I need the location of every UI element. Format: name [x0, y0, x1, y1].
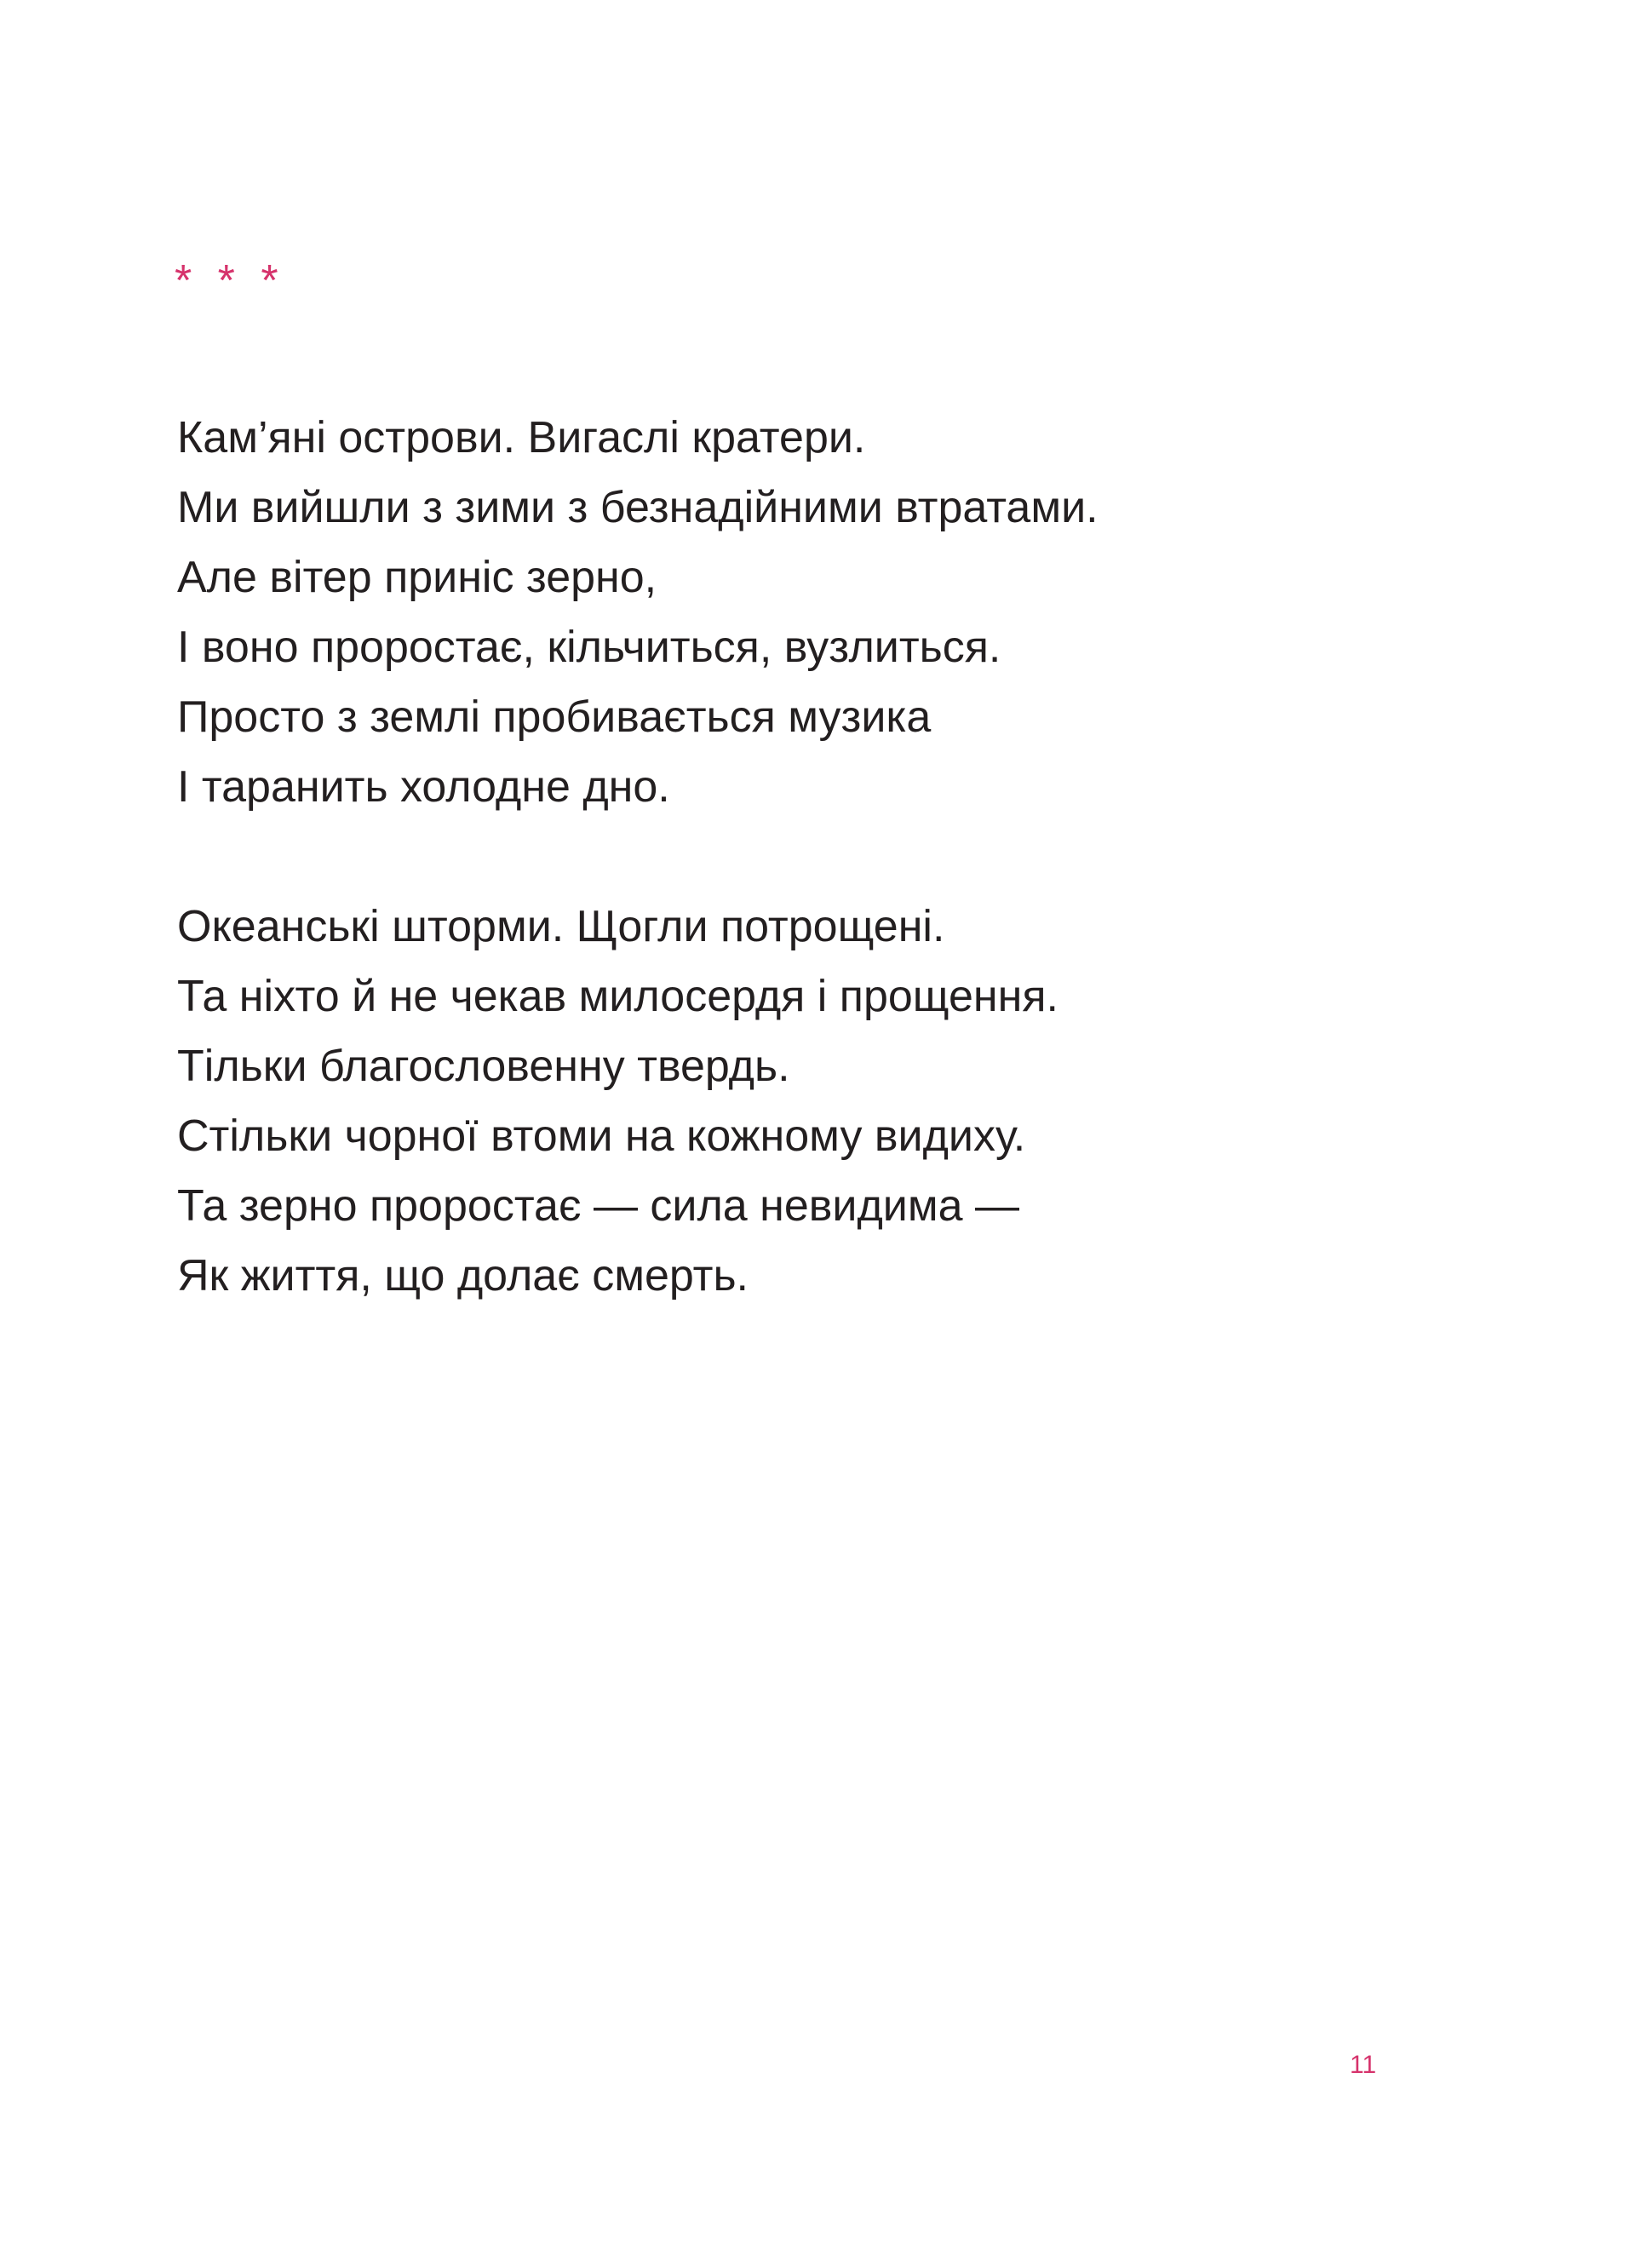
- poem-line: Кам’яні острови. Вигаслі кратери.: [177, 413, 866, 462]
- stanza-2: [177, 892, 1454, 1311]
- poem-line: Як життя, що долає смерть.: [177, 1251, 749, 1301]
- poem-line: Просто з землі пробивається музика: [177, 692, 932, 742]
- poem-line: Ми вийшли з зими з безнадійними втратами.: [177, 483, 1099, 532]
- poem-line: Та ніхто й не чекав милосердя і прощення.: [177, 972, 1058, 1021]
- poem-line: Тільки благословенну твердь.: [177, 1042, 790, 1091]
- page-number: 11: [1350, 2051, 1377, 2079]
- poem-line: І таранить холодне дно.: [177, 762, 670, 812]
- stanza-1: [177, 403, 1454, 822]
- poem-line: Але вітер приніс зерно,: [177, 553, 657, 602]
- poem-line: Океанські шторми. Щогли потрощені.: [177, 902, 945, 951]
- poem: [177, 403, 1454, 1381]
- poem-line: Та зерно проростає — сила невидима —: [177, 1181, 1019, 1231]
- section-ornament: * * *: [175, 256, 285, 306]
- poem-line: І воно проростає, кільчиться, вузлиться.: [177, 623, 1001, 672]
- poem-line: Стільки чорної втоми на кожному видиху.: [177, 1111, 1026, 1161]
